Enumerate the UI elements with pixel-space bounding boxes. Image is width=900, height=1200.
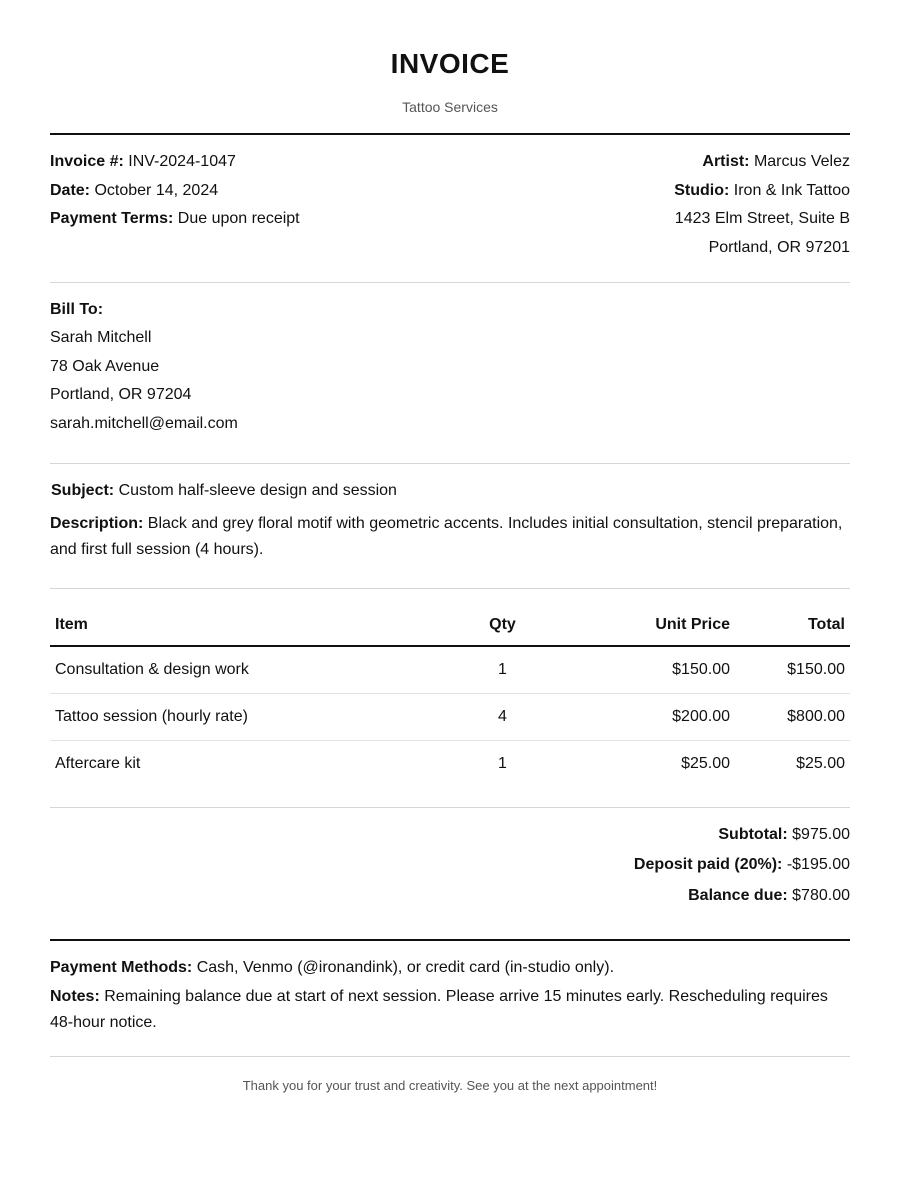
thank-you-message: Thank you for your trust and creativity. See you at the next appointment! <box>242 1078 658 1093</box>
footer-divider <box>50 939 850 941</box>
client-email: sarah.mitchell@email.com <box>50 415 238 432</box>
section-divider <box>50 463 850 464</box>
row-qty: 1 <box>498 755 507 772</box>
payment-methods-label: Payment Methods: <box>50 959 193 976</box>
line-items-table <box>50 605 850 787</box>
subject <box>51 481 397 501</box>
studio-value: Iron & Ink Tattoo <box>733 182 850 199</box>
table-row <box>50 694 850 741</box>
invoice-number-label: Invoice #: <box>50 153 124 170</box>
artist-value: Marcus Velez <box>753 153 850 170</box>
notes <box>50 984 850 1036</box>
artist-name <box>702 152 850 172</box>
column-header-unit-price: Unit Price <box>560 605 735 646</box>
studio-name <box>674 181 850 201</box>
header-divider <box>50 133 850 135</box>
deposit-label: Deposit paid (20%): <box>633 856 783 873</box>
row-total: $800.00 <box>735 694 850 741</box>
invoice-number <box>50 152 236 172</box>
subtotal-value: $975.00 <box>792 826 850 843</box>
deposit-value: -$195.00 <box>786 856 850 873</box>
artist-label: Artist: <box>702 153 750 170</box>
row-unit-price: $150.00 <box>560 646 735 694</box>
balance-label: Balance due: <box>688 887 788 904</box>
payment-methods <box>50 958 614 978</box>
payment-terms-value: Due upon receipt <box>177 210 300 227</box>
payment-methods-value: Cash, Venmo (@ironandink), or credit card (in-studio only). <box>196 959 615 976</box>
description-value: Black and grey floral motif with geometric accents. Includes initial consultation, stencil preparation, and first full session (4 hours). <box>50 515 843 558</box>
description-label: Description: <box>50 515 144 532</box>
payment-terms <box>50 209 300 229</box>
bill-to-label: Bill To: <box>50 301 104 318</box>
row-item: Consultation & design work <box>50 646 445 694</box>
table-row <box>50 741 850 788</box>
subject-value: Custom half-sleeve design and session <box>118 482 397 499</box>
row-total: $150.00 <box>735 646 850 694</box>
notes-label: Notes: <box>50 988 100 1005</box>
studio-address-line2: Portland, OR 97201 <box>708 239 850 256</box>
payment-terms-label: Payment Terms: <box>50 210 174 227</box>
row-unit-price: $25.00 <box>681 755 730 772</box>
row-item: Aftercare kit <box>55 755 141 772</box>
invoice-date-value: October 14, 2024 <box>94 182 219 199</box>
invoice-subtitle: Tattoo Services <box>402 99 498 115</box>
deposit-paid <box>634 855 850 875</box>
client-name: Sarah Mitchell <box>50 329 152 346</box>
column-header-qty: Qty <box>445 605 560 646</box>
subtotal-label: Subtotal: <box>718 826 788 843</box>
balance-value: $780.00 <box>792 887 850 904</box>
row-item: Tattoo session (hourly rate) <box>50 694 445 741</box>
section-divider <box>50 807 850 808</box>
studio-label: Studio: <box>674 182 730 199</box>
section-divider <box>50 588 850 589</box>
row-unit-price: $200.00 <box>560 694 735 741</box>
column-header-total: Total <box>735 605 850 646</box>
row-qty: 1 <box>445 646 560 694</box>
invoice-date-label: Date: <box>50 182 91 199</box>
row-qty: 4 <box>445 694 560 741</box>
invoice-title: INVOICE <box>390 48 510 79</box>
client-address-line1: 78 Oak Avenue <box>50 358 160 375</box>
section-divider <box>50 1056 850 1057</box>
table-row <box>50 646 850 694</box>
notes-value: Remaining balance due at start of next session. Please arrive 15 minutes early. Rescheduling requires 48-hour notice. <box>50 988 828 1031</box>
studio-address-line1: 1423 Elm Street, Suite B <box>674 210 850 227</box>
invoice-date <box>50 181 218 201</box>
subtotal <box>718 825 850 845</box>
subject-label: Subject: <box>51 482 115 499</box>
client-address-line2: Portland, OR 97204 <box>50 386 192 403</box>
row-total: $25.00 <box>796 755 845 772</box>
description <box>50 511 850 563</box>
invoice-number-value: INV-2024-1047 <box>128 153 236 170</box>
balance-due <box>688 886 850 906</box>
column-header-item: Item <box>50 605 445 646</box>
table-header-row <box>50 605 850 646</box>
section-divider <box>50 282 850 283</box>
